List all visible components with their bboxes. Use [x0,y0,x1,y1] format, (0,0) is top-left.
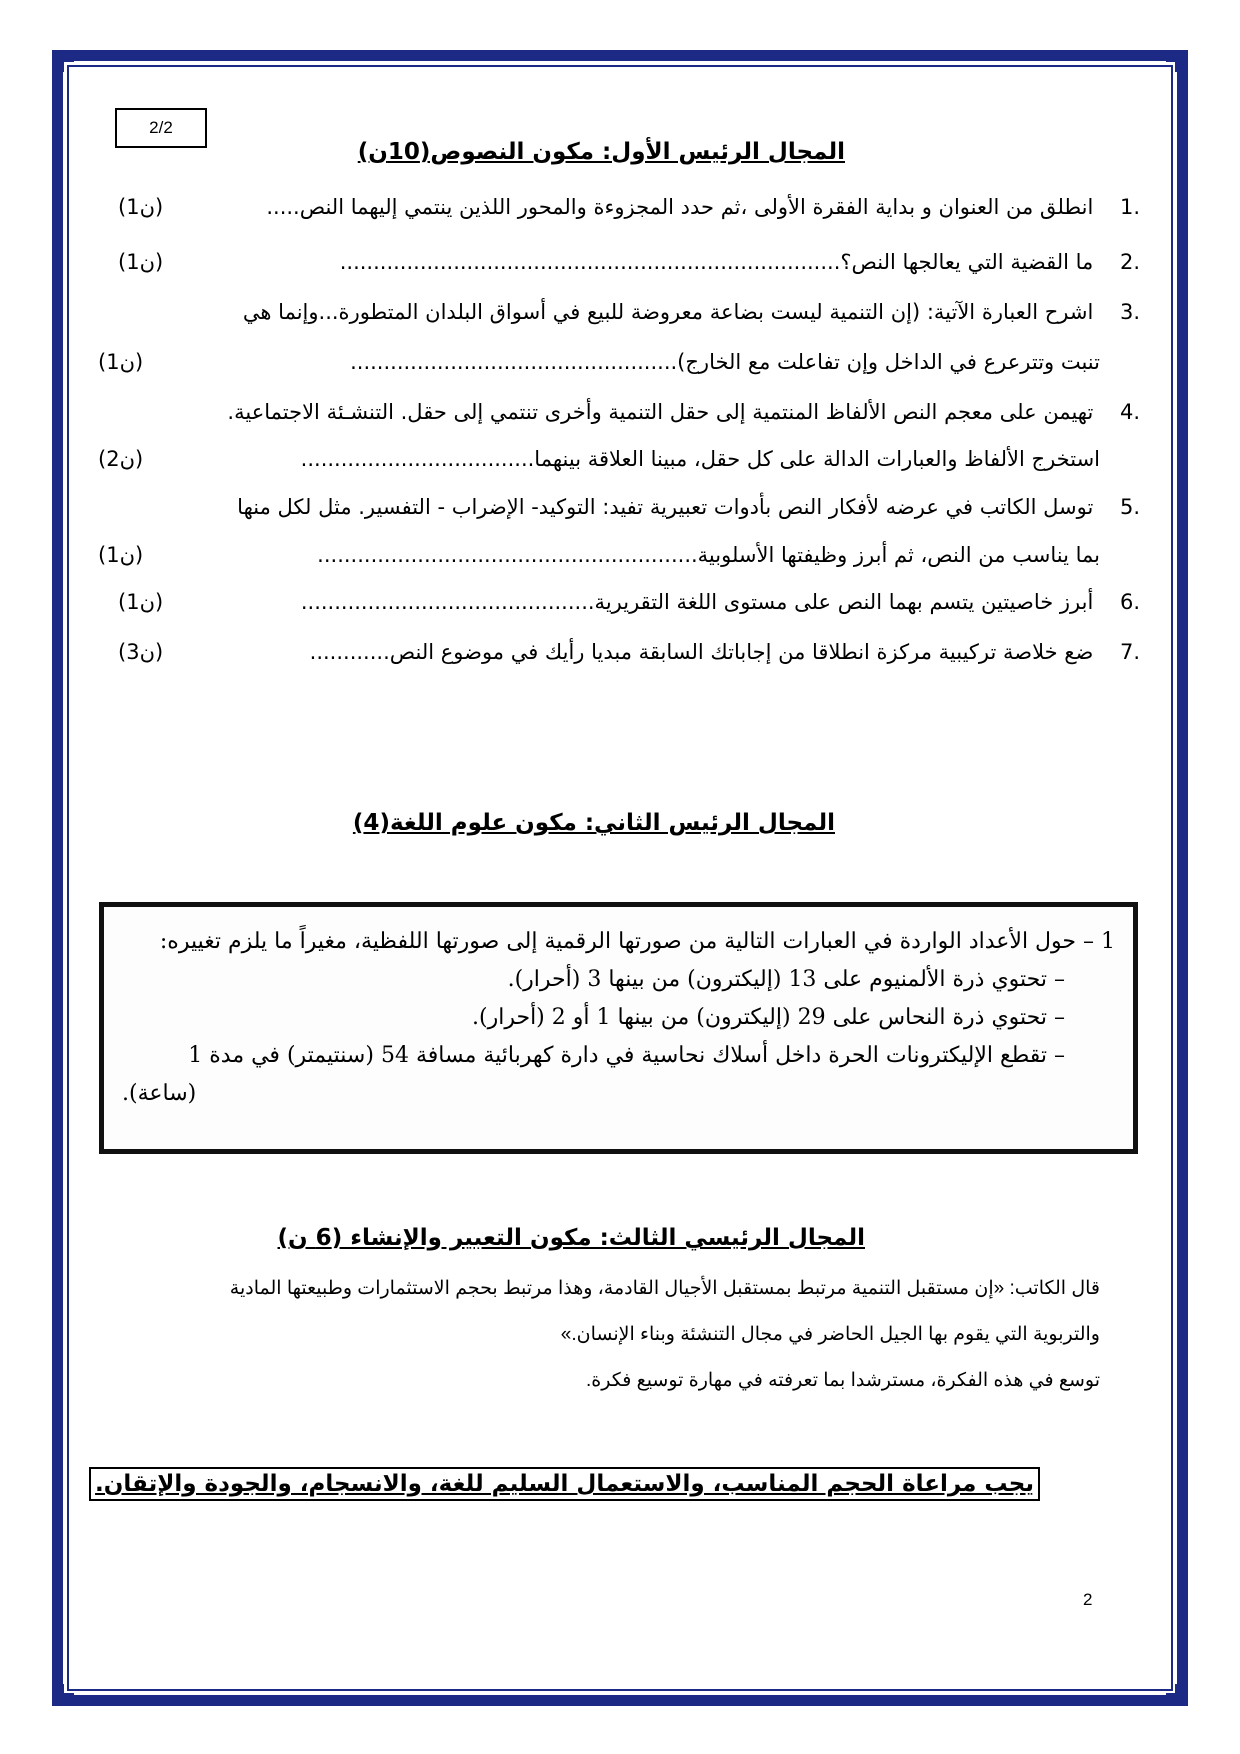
question-1 [118,185,1140,229]
page-indicator-box: 2/2 [115,108,207,148]
question-mark: (1ن) [98,350,144,374]
question-text: ضع خلاصة تركيبية مركزة انطلاقا من إجاباتك السابقة مبديا رأيك في موضوع النص............ [309,640,1094,664]
writing-prompt-line: قال الكاتب: «إن مستقبل التنمية مرتبط بمستقبل الأجيال القادمة، وهذا مرتبط بحجم الاستثمارات وطبيعتها المادية [229,1278,1100,1299]
exercise-line: – تحتوي ذرة النحاس على 29 (إليكترون) من بينها 1 أو 2 (أحرار). [472,1005,1065,1030]
question-text: انطلق من العنوان و بداية الفقرة الأولى ،ثم حدد المجزوءة والمحور اللذين ينتمي إليهما النص..... [266,195,1094,219]
question-text: بما يناسب من النص، ثم أبرز وظيفتها الأسلوبية......................................................... [317,543,1100,567]
corner-ornament [52,50,74,72]
corner-ornament [52,1684,74,1706]
section-3-title: المجال الرئيسي الثالث: مكون التعبير والإنشاء (6 ن) [277,1225,865,1251]
question-number: .7 [1119,640,1140,664]
section-1-title: المجال الرئيس الأول: مكون النصوص(10ن) [357,139,845,165]
question-2 [118,240,1140,284]
exercise-line: (ساعة). [122,1081,197,1106]
question-number: .6 [1119,590,1140,614]
page-number: 2 [1083,1590,1093,1609]
question-6 [118,580,1140,624]
question-text: اشرح العبارة الآتية: (إن التنمية ليست بضاعة معروضة للبيع في أسواق البلدان المتطورة...وإنما هي [242,300,1094,324]
writing-prompt-line: والتربوية التي يقوم بها الجيل الحاضر في مجال التنشئة وبناء الإنسان.» [560,1324,1100,1345]
question-number: .1 [1119,195,1140,219]
question-4 [118,390,1140,434]
final-instruction: يجب مراعاة الحجم المناسب، والاستعمال السليم للغة، والانسجام، والجودة والإتقان. [89,1467,1040,1501]
question-mark: (1ن) [118,590,164,614]
question-text: ما القضية التي يعالجها النص؟........................................................................... [339,250,1094,274]
question-7 [118,630,1140,674]
question-text: أبرز خاصيتين يتسم بهما النص على مستوى اللغة التقريرية............................................ [300,590,1094,614]
question-number: .3 [1119,300,1140,324]
question-mark: (1ن) [98,543,144,567]
question-5 [118,485,1140,529]
question-mark: (3ن) [118,640,164,664]
question-text: توسل الكاتب في عرضه لأفكار النص بأدوات تعبيرية تفيد: التوكيد- الإضراب - التفسير. مثل لكل منها [237,495,1094,519]
question-text: استخرج الألفاظ والعبارات الدالة على كل حقل، مبينا العلاقة بينهما................................... [300,447,1100,471]
grammar-exercise-box [99,902,1138,1154]
writing-prompt-line: توسع في هذه الفكرة، مسترشدا بما تعرفته في مهارة توسيع فكرة. [586,1370,1100,1391]
section-2-title: المجال الرئيس الثاني: مكون علوم اللغة(4) [352,810,835,836]
question-4-continuation [98,437,1100,481]
question-text: تهيمن على معجم النص الألفاظ المنتمية إلى حقل التنمية وأخرى تنتمي إلى حقل. التنشـئة الاجتماعية. [227,400,1094,424]
question-mark: (1ن) [118,195,164,219]
exercise-line: – تقطع الإليكترونات الحرة داخل أسلاك نحاسية في دارة كهربائية مسافة 54 (سنتيمتر) في مدة 1 [188,1043,1065,1068]
question-mark: (2ن) [98,447,144,471]
question-5-continuation [98,533,1100,577]
question-number: .5 [1119,495,1140,519]
question-3-continuation [98,340,1100,384]
question-text: تنبت وتترعرع في الداخل وإن تفاعلت مع الخارج)................................................. [350,350,1100,374]
corner-ornament [1166,50,1188,72]
exercise-line: 1 – حول الأعداد الواردة في العبارات التالية من صورتها الرقمية إلى صورتها اللفظية، مغيراً ما يلزم تغييره: [159,929,1115,954]
question-number: .4 [1119,400,1140,424]
exercise-line: – تحتوي ذرة الألمنيوم على 13 (إليكترون) من بينها 3 (أحرار). [507,967,1065,992]
corner-ornament [1166,1684,1188,1706]
question-3 [118,290,1140,334]
question-mark: (1ن) [118,250,164,274]
question-number: .2 [1119,250,1140,274]
